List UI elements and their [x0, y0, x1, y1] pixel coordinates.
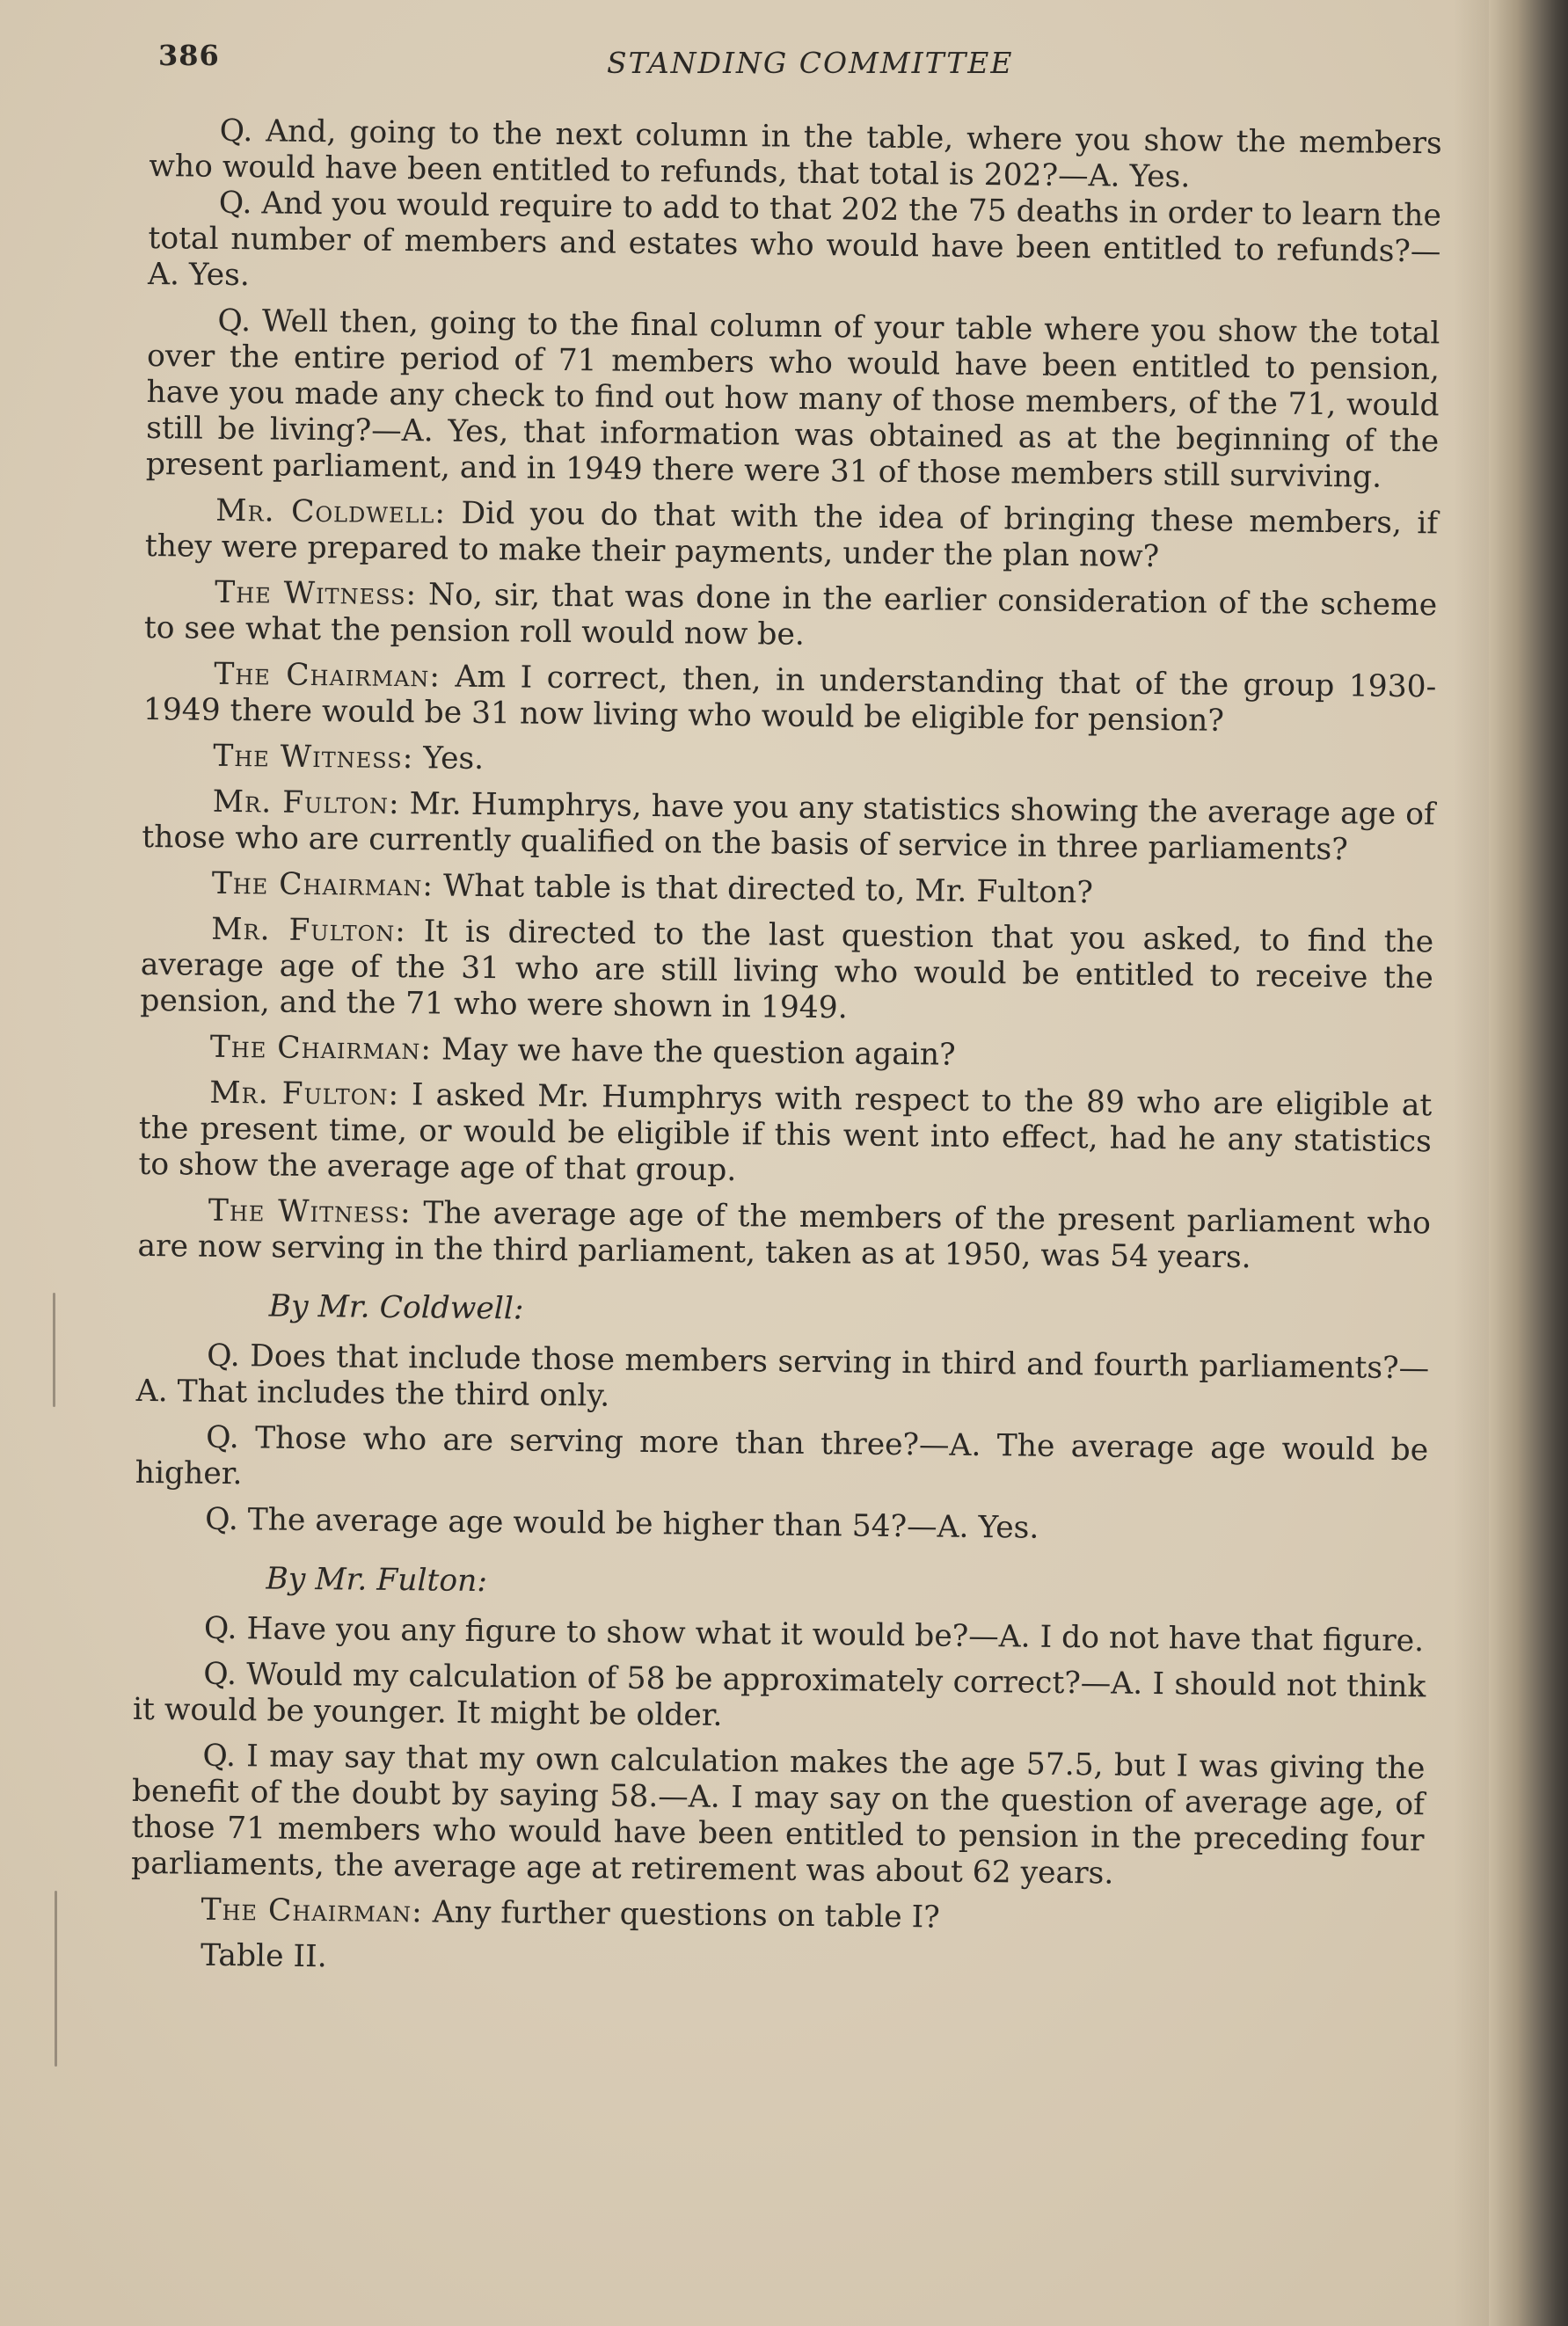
speech-text: The average age of the members of the present parliament who are now serving in the third parliament, taken as at 1950, was 54 years. [137, 1195, 1432, 1276]
speaker: The Chairman: [214, 656, 441, 695]
speech-text: It is directed to the last question that you asked, to find the average age of the 31 who are still living who would be entitled to receive the pension, and the 71 who were shown in 1949. [140, 914, 1434, 1026]
speech [142, 784, 1435, 869]
speech [130, 1892, 1423, 1941]
speaker: Mr. Fulton: [211, 911, 407, 950]
paragraph [131, 1738, 1426, 1895]
margin-pencil-mark [55, 1891, 57, 2067]
paragraph [135, 1419, 1429, 1505]
speech-text: Did you do that with the idea of bringing these members, if they were prepared to make their payments, under the plan now? [144, 495, 1439, 575]
paragraph-text: Q. Have you any figure to show what it would be?—A. I do not have that figure. [203, 1610, 1425, 1659]
paragraph [146, 303, 1440, 496]
speech [142, 865, 1434, 915]
speech [137, 1192, 1431, 1278]
speech-text: What table is that directed to, Mr. Fulton? [433, 868, 1094, 911]
speech-text: No, sir, that was done in the earlier consideration of the scheme to see what the pension roll would now be. [143, 577, 1438, 653]
paragraph-text: Q. The average age would be higher than 54?—A. Yes. [205, 1501, 1039, 1546]
speaker: The Witness: [208, 1192, 412, 1231]
byline-coldwell: By Mr. Coldwell: [268, 1288, 524, 1327]
speech [140, 1029, 1433, 1078]
byline-fulton: By Mr. Fulton: [266, 1561, 488, 1600]
body-text [130, 113, 1442, 1996]
speaker: Mr. Fulton: [212, 784, 400, 822]
speaker: The Chairman: [201, 1892, 423, 1930]
speaker: The Witness: [215, 574, 418, 613]
paragraph-text: Q. Well then, going to the final column of your table where you show the total over the entire period of 71 members who would have been entitled to pension, have you made any check to find out how many of those members, of the 71, would still be living?—A. Yes, that information was obtained as at the beginning of the present parliament, and in 1949 there were 31 of those members still surviving. [145, 303, 1440, 495]
paragraph-text: Q. Would my calculation of 58 be approximately correct?—A. I should not think it would be younger. It might be older. [132, 1656, 1426, 1733]
speech-text: Mr. Humphrys, have you any statistics showing the average age of those who are currently qualified on the basis of service in three parliaments? [142, 786, 1435, 868]
paragraph [135, 1501, 1427, 1550]
speech [138, 1075, 1432, 1196]
paragraph-text: Table II. [200, 1937, 327, 1975]
paragraph-text: Q. Those who are serving more than three?—A. The average age would be higher. [135, 1419, 1429, 1492]
paragraph-text: Q. And, going to the next column in the table, where you show the members who would have been entitled to refunds, that total is 202?—A. Yes. [149, 113, 1442, 195]
book-spine [1489, 0, 1568, 2326]
speaker: The Witness: [213, 738, 414, 777]
speaker: Mr. Fulton: [209, 1075, 400, 1113]
paragraph [148, 185, 1441, 306]
paragraph [133, 1656, 1426, 1741]
paragraph-text: Q. And you would require to add to that 202 the 75 deaths in order to learn the total number of members and estates who would have been entitled to refunds?—A. Yes. [147, 185, 1442, 294]
speech [140, 911, 1433, 1032]
margin-pencil-mark [53, 1293, 55, 1407]
speech [143, 656, 1437, 741]
speech-text: Yes. [413, 740, 485, 777]
spine-shadow [1454, 0, 1489, 2326]
speaker: The Chairman: [209, 1029, 433, 1068]
speech [145, 492, 1439, 578]
speech [144, 574, 1438, 660]
running-head: STANDING COMMITTEE [607, 46, 1014, 80]
speech-text: Any further questions on table I? [422, 1894, 940, 1936]
paragraph-text: Q. I may say that my own calculation makes the age 57.5, but I was giving the benefit of the doubt by saying 58.—A. I may say on the question of average age, of those 71 members who would have been entitled to pension in the preceding four parliaments, the average age at retirement was about 62 years. [130, 1738, 1426, 1892]
page-header [158, 39, 1442, 91]
paragraph [134, 1610, 1426, 1659]
paragraph [149, 113, 1442, 198]
speaker: The Chairman: [211, 865, 434, 904]
paragraph-text: Q. Does that include those members serving in third and fourth parliaments?—A. That includes the third only. [135, 1338, 1430, 1414]
speaker: Mr. Coldwell: [215, 492, 447, 531]
speech-text: Am I correct, then, in understanding that of the group 1930-1949 there would be 31 now living who would be eligible for pension? [142, 659, 1437, 739]
speech [142, 738, 1435, 787]
page-number: 386 [158, 39, 220, 72]
table-heading [130, 1937, 1423, 1987]
speech-text: May we have the question again? [431, 1032, 956, 1073]
paragraph [136, 1338, 1430, 1423]
speech-text: I asked Mr. Humphrys with respect to the 89 who are eligible at the present time, or would be eligible if this went into effect, had he any statistics to show the average age of that group. [138, 1077, 1433, 1189]
